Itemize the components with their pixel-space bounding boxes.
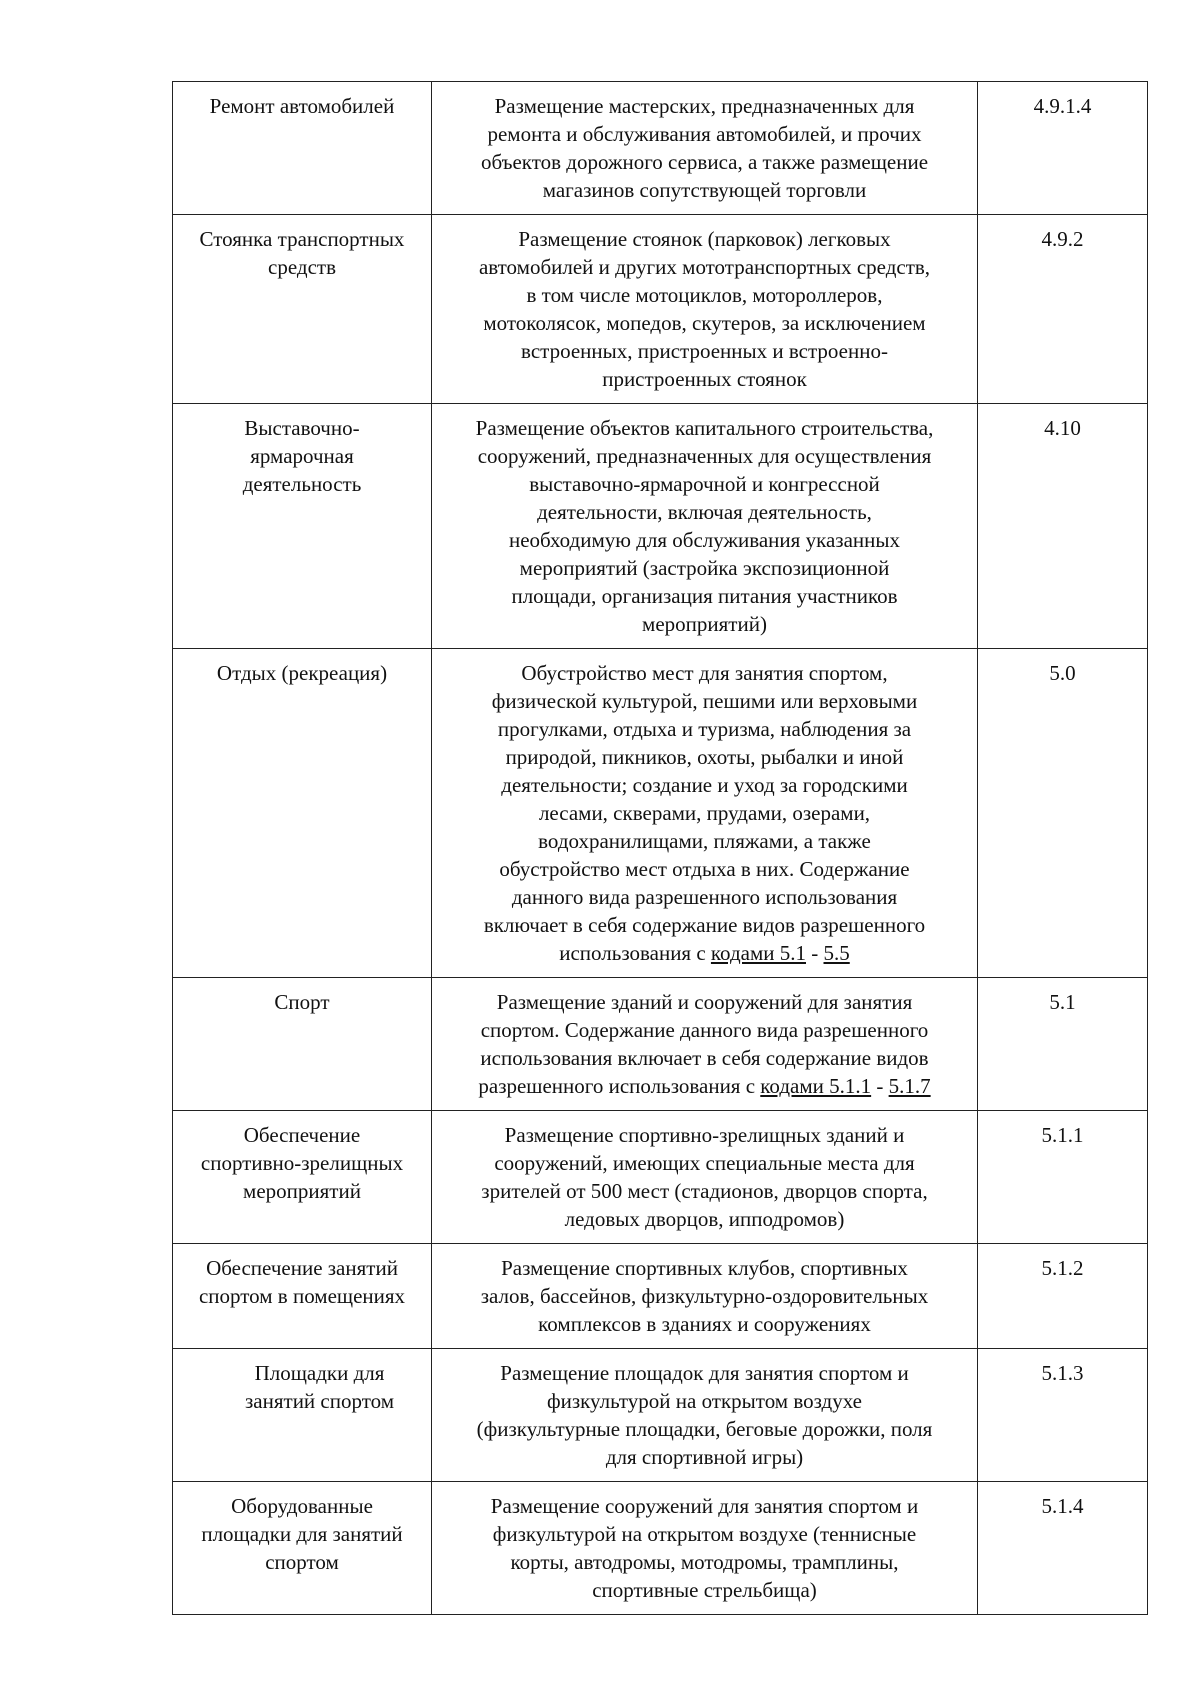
range-separator: -: [806, 941, 824, 965]
use-code-cell: 5.1.2: [978, 1244, 1148, 1349]
use-code-cell: 4.9.2: [978, 215, 1148, 404]
use-name-cell: Площадки для занятий спортом: [173, 1349, 432, 1482]
use-description-cell: Размещение объектов капитального строительства, сооружений, предназначенных для осуществления выставочно-ярмарочной и конгрессной деятельности, включая деятельность, необходимую для обслуживания указанных мероприятий (застройка экспозиционной площади, организация питания участников мероприятий): [432, 404, 978, 649]
use-name-cell: Стоянка транспортных средств: [173, 215, 432, 404]
table-row: [173, 1482, 1148, 1615]
use-name-cell: Ремонт автомобилей: [173, 82, 432, 215]
use-name-cell: Отдых (рекреация): [173, 649, 432, 978]
description-text: Обустройство мест для занятия спортом, физической культурой, пешими или верховыми прогулками, отдыха и туризма, наблюдения за природой, пикников, охоты, рыбалки и иной деятельности; создание и уход за городскими лесами, скверами, прудами, озерами, водохранилищами, пляжами, а также обустройство мест отдыха в них. Содержание данного вида разрешенного использования включает в себя содержание видов разрешенного использования с: [483, 661, 926, 965]
table-row: [173, 215, 1148, 404]
use-code-cell: 5.0: [978, 649, 1148, 978]
code-link[interactable]: кодами 5.1.1: [760, 1074, 872, 1098]
use-description-cell: Размещение сооружений для занятия спортом и физкультурой на открытом воздухе (теннисные корты, автодромы, мотодромы, трамплины, спортивные стрельбища): [432, 1482, 978, 1615]
use-code-cell: 5.1.4: [978, 1482, 1148, 1615]
range-separator: -: [871, 1074, 889, 1098]
use-code-cell: 5.1.3: [978, 1349, 1148, 1482]
code-link[interactable]: 5.5: [823, 941, 850, 965]
use-description-cell: [432, 649, 978, 978]
use-code-cell: 5.1: [978, 978, 1148, 1111]
code-link[interactable]: кодами 5.1: [710, 941, 806, 965]
use-name-cell: Обеспечение занятий спортом в помещениях: [173, 1244, 432, 1349]
use-description-cell: [432, 978, 978, 1111]
use-description-cell: Размещение площадок для занятия спортом и физкультурой на открытом воздухе (физкультурные площадки, беговые дорожки, поля для спортивной игры): [432, 1349, 978, 1482]
table-row: [173, 1349, 1148, 1482]
use-description-cell: Размещение спортивных клубов, спортивных залов, бассейнов, физкультурно-оздоровительных комплексов в зданиях и сооружениях: [432, 1244, 978, 1349]
table-row: [173, 978, 1148, 1111]
land-use-table: [172, 81, 1148, 1615]
use-name-cell: Спорт: [173, 978, 432, 1111]
use-code-cell: 4.9.1.4: [978, 82, 1148, 215]
use-description-cell: Размещение спортивно-зрелищных зданий и сооружений, имеющих специальные места для зрителей от 500 мест (стадионов, дворцов спорта, ледовых дворцов, ипподромов): [432, 1111, 978, 1244]
use-name-cell: Оборудованные площадки для занятий спортом: [173, 1482, 432, 1615]
use-name-cell: Выставочно- ярмарочная деятельность: [173, 404, 432, 649]
use-code-cell: 4.10: [978, 404, 1148, 649]
use-description-cell: Размещение стоянок (парковок) легковых автомобилей и других мототранспортных средств, в том числе мотоциклов, мотороллеров, мотоколясок, мопедов, скутеров, за исключением встроенных, пристроенных и встроенно- пристроенных стоянок: [432, 215, 978, 404]
code-link[interactable]: 5.1.7: [888, 1074, 931, 1098]
table-row: [173, 1244, 1148, 1349]
use-description-cell: Размещение мастерских, предназначенных для ремонта и обслуживания автомобилей, и прочих объектов дорожного сервиса, а также размещение магазинов сопутствующей торговли: [432, 82, 978, 215]
use-code-cell: 5.1.1: [978, 1111, 1148, 1244]
use-name-cell: Обеспечение спортивно-зрелищных мероприятий: [173, 1111, 432, 1244]
table-row: [173, 649, 1148, 978]
table-row: [173, 82, 1148, 215]
description-text: Размещение зданий и сооружений для занятия спортом. Содержание данного вида разрешенного использования включает в себя содержание видов разрешенного использования с: [478, 990, 929, 1098]
table-row: [173, 404, 1148, 649]
table-row: [173, 1111, 1148, 1244]
